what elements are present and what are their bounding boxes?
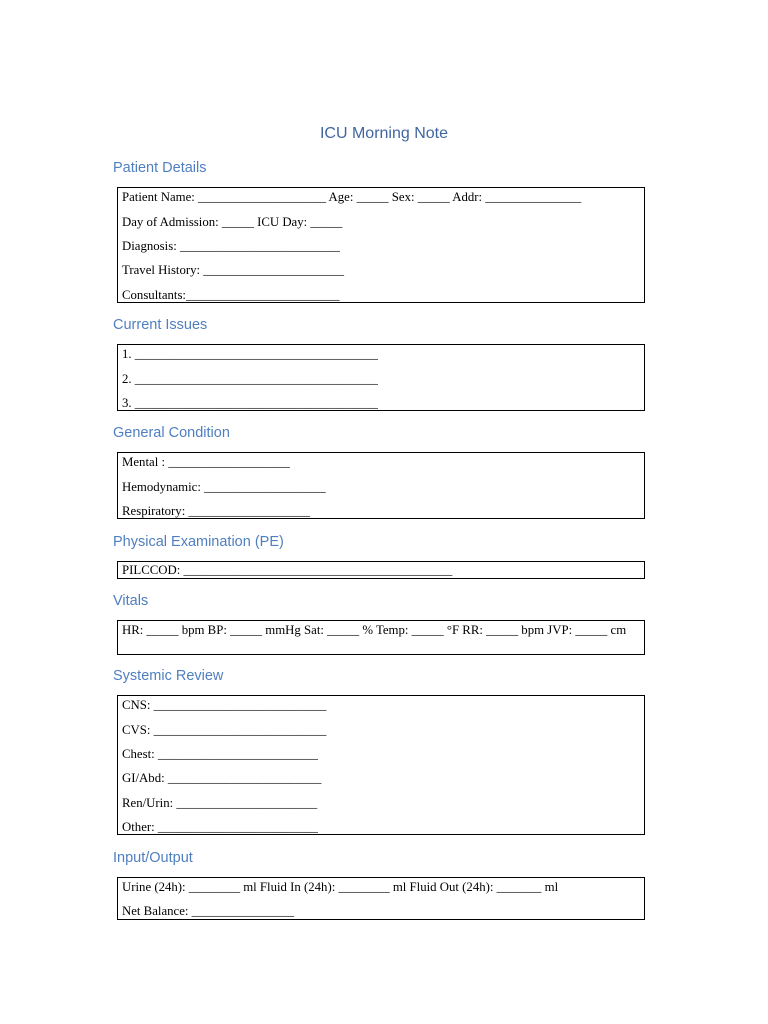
fluid-line: Urine (24h): ________ ml Fluid In (24h): ________ ml Fluid Out (24h): _______ ml (122, 880, 559, 894)
cns-line: CNS: ___________________________ (122, 698, 327, 712)
diagnosis-line: Diagnosis: _________________________ (122, 239, 340, 253)
section-heading-systemic-review: Systemic Review (113, 668, 224, 684)
section-heading-current-issues: Current Issues (113, 317, 208, 333)
section-heading-vitals: Vitals (113, 593, 149, 609)
patient-name-line: Patient Name: ____________________ Age: _____ Sex: _____ Addr: _______________ (122, 190, 582, 204)
admission-line: Day of Admission: _____ ICU Day: _____ (122, 215, 343, 229)
net-balance-line: Net Balance: ________________ (122, 904, 295, 918)
current-issues-box (117, 344, 645, 411)
chest-line: Chest: _________________________ (122, 747, 318, 761)
ren-urin-line: Ren/Urin: ______________________ (122, 796, 318, 810)
issue-line-2: 2. ______________________________________ (122, 372, 378, 386)
gi-abd-line: GI/Abd: ________________________ (122, 771, 322, 785)
issue-line-1: 1. ______________________________________ (122, 347, 378, 361)
cvs-line: CVS: ___________________________ (122, 723, 327, 737)
respiratory-line: Respiratory: ___________________ (122, 504, 311, 518)
consultants-line: Consultants:________________________ (122, 288, 340, 302)
general-condition-box (117, 452, 645, 519)
section-heading-physical-examination: Physical Examination (PE) (113, 534, 284, 550)
issue-line-3: 3. ______________________________________ (122, 396, 378, 410)
mental-line: Mental : ___________________ (122, 455, 290, 469)
systemic-review-box (117, 695, 645, 835)
section-heading-patient-details: Patient Details (113, 160, 207, 176)
pilccod-line: PILCCOD: __________________________________________ (122, 563, 453, 577)
travel-history-line: Travel History: ______________________ (122, 263, 345, 277)
section-heading-general-condition: General Condition (113, 425, 230, 441)
section-heading-input-output: Input/Output (113, 850, 193, 866)
page-title: ICU Morning Note (319, 125, 449, 142)
hemodynamic-line: Hemodynamic: ___________________ (122, 480, 326, 494)
patient-details-box (117, 187, 645, 303)
physical-examination-box (117, 561, 645, 579)
other-line: Other: _________________________ (122, 820, 318, 834)
vitals-box (117, 620, 645, 655)
input-output-box (117, 877, 645, 920)
vitals-line: HR: _____ bpm BP: _____ mmHg Sat: _____ % Temp: _____ °F RR: _____ bpm JVP: _____ cm (122, 623, 627, 637)
